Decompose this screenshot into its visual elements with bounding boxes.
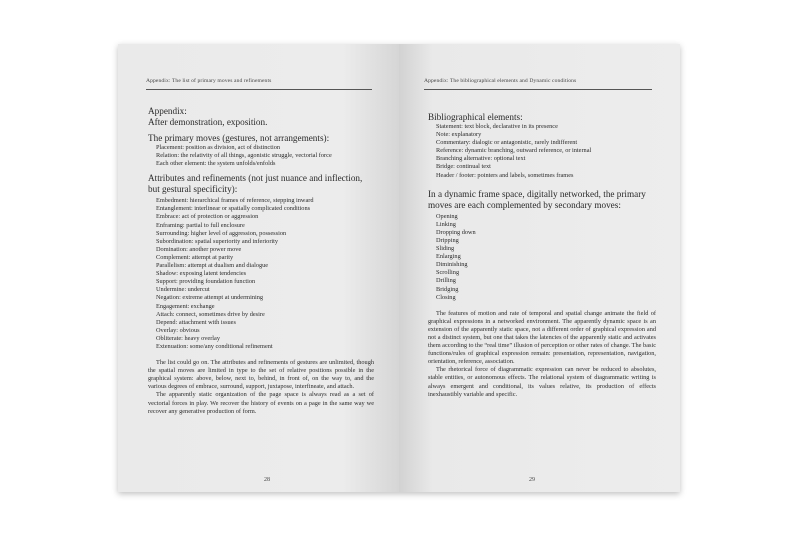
list-item: Relation: the relativity of all things, agonistic struggle, vectorial force	[156, 152, 332, 160]
attributes-list	[148, 197, 374, 351]
list-item: Bridging	[436, 285, 459, 293]
list-item: Commentary: dialogic or antagonistic, rarely indifferent	[436, 139, 578, 147]
page-number: 28	[264, 477, 270, 483]
list-item: Drilling	[436, 277, 456, 285]
list-item: Entanglement: interlinear or spatially complicated conditions	[156, 205, 311, 213]
list-item: Linking	[436, 220, 456, 228]
body-paragraph: The list could go on. The attributes and refinements of gestures are unlimited, though the spatial moves are limited in type to the set of relative positions possible in the graphical system: above, below, next to, behind, in front of, on the way to, and the various degrees of embrace, surround, support, juxtapose, interfineate, and attach.	[148, 359, 374, 391]
list-item: Engagement: exchange	[156, 302, 215, 310]
list-item: Dripping	[436, 236, 459, 244]
left-page-content	[148, 106, 374, 416]
running-head: Appendix: The list of primary moves and refinements	[146, 78, 272, 84]
list-item: Overlay: obvious	[156, 326, 200, 334]
body-paragraph: The apparently static organization of the page space is always read as a set of vectorial forces in play. We recover the history of events on a page in the same way we recover any generative production of form.	[148, 391, 374, 415]
list-item: Opening	[436, 212, 458, 220]
list-item: Complement: attempt at parity	[156, 253, 234, 261]
list-item: Extenuation: some/any conditional refinement	[156, 342, 273, 350]
list-item: Each other element: the system unfolds/enfolds	[156, 160, 276, 168]
section-heading: Bibliographical elements:	[428, 112, 523, 122]
body-paragraph: The features of motion and rate of temporal and spatial change animate the field of graphical expressions in a networked environment. The apparently dynamic space is an extension of the apparently static space, not a different order of graphical expression and not a distinct system, but one that takes the latencies of the apparently static and activates them according to the “real time” illusion of perception or other rates of change. The basic functions/rules of graphical expression remain: presentation, representation, navigation, orientation, reference, association.	[428, 309, 656, 366]
list-item: Statement: text block, declarative in its presence	[436, 123, 558, 130]
list-item: Bridge: continual text	[436, 163, 491, 171]
list-item: Reference: dynamic branching, outward reference, or internal	[436, 147, 592, 155]
list-item: Embrace: act of protection or aggression	[156, 213, 259, 221]
list-item: Sliding	[436, 245, 455, 253]
list-item: Support: providing foundation function	[156, 278, 256, 286]
left-page	[118, 44, 399, 492]
list-item: Enframing: partial to full enclosure	[156, 221, 245, 229]
section-heading: The primary moves (gestures, not arrangements):	[148, 133, 330, 143]
moves-list	[148, 144, 374, 168]
body-paragraph: The rhetorical force of diagrammatic expression can never be reduced to absolutes, stable entities, or autonomous effects. The relational system of diagrammatic writing is always emergent and conditional, its values relative, its production of effects inexhaustibly variable and specific.	[428, 366, 656, 398]
list-item: Branching alternative: optional text	[436, 155, 526, 163]
list-item: Embedment: hierarchical frames of reference, stepping inward	[156, 197, 314, 205]
list-item: Domination: another power move	[156, 245, 242, 253]
section-heading: but gestural specificity):	[148, 184, 238, 195]
section-heading: moves are each complemented by secondary moves:	[428, 199, 621, 210]
list-item: Closing	[436, 293, 456, 301]
section-heading: In a dynamic frame space, digitally networked, the primary	[428, 188, 646, 199]
list-item: Scrolling	[436, 269, 460, 277]
running-head: Appendix: The bibliographical elements and Dynamic conditions	[424, 78, 577, 84]
section-heading: Attributes and refinements (not just nuance and inflection,	[148, 173, 363, 184]
book-spread	[118, 44, 680, 492]
list-item: Parallelism: attempt at dualism and dialogue	[156, 262, 269, 270]
right-page-content	[428, 112, 656, 399]
header-rule	[424, 89, 652, 90]
secondary-moves-list	[428, 213, 656, 302]
right-page	[399, 44, 680, 492]
list-item: Diminishing	[436, 261, 468, 269]
list-item: Header / footer: pointers and labels, sometimes frames	[436, 171, 574, 179]
list-item: Attach: connect, sometimes drive by desire	[156, 310, 265, 318]
list-item: Surrounding: higher level of aggression, possession	[156, 229, 287, 237]
list-item: Dropping down	[436, 228, 476, 236]
bibliographical-list	[428, 123, 656, 180]
list-item: Shadow: exposing latent tendencies	[156, 270, 247, 278]
list-item: Note: explanatory	[436, 131, 482, 139]
list-item: Depend: attachment with issues	[156, 318, 236, 326]
list-item: Enlarging	[436, 253, 461, 261]
page-number: 29	[529, 477, 535, 483]
appendix-heading: Appendix:	[148, 106, 187, 116]
list-item: Undermine: undercut	[156, 286, 210, 294]
list-item: Obliterate: heavy overlay	[156, 334, 220, 342]
header-rule	[146, 89, 372, 90]
subheading: After demonstration, exposition.	[148, 117, 268, 127]
list-item: Subordination: spatial superiority and inferiority	[156, 237, 279, 245]
list-item: Placement: position as division, act of distinction	[156, 144, 280, 151]
list-item: Negation: extreme attempt at undermining	[156, 294, 264, 302]
